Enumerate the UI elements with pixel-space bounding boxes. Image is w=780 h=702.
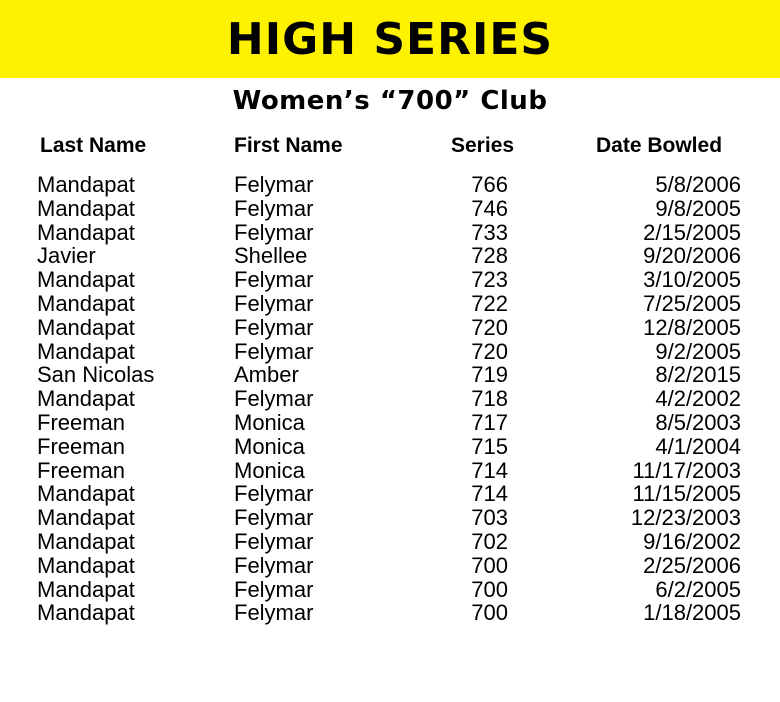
last-name-cell: Freeman (37, 409, 126, 435)
table-row (0, 530, 780, 554)
table-row (0, 411, 780, 435)
header-series: Series (451, 134, 515, 157)
date-cell: 2/25/2006 (643, 552, 741, 578)
first-name-cell: Felymar (234, 600, 314, 626)
last-name-cell: Mandapat (37, 314, 135, 340)
subtitle: Women’s “700” Club (232, 86, 548, 116)
table-row (0, 268, 780, 292)
first-name-cell: Felymar (234, 481, 314, 507)
last-name-cell: Mandapat (37, 386, 135, 412)
series-cell: 722 (471, 290, 508, 316)
date-cell: 6/2/2005 (655, 576, 741, 602)
table-row (0, 316, 780, 340)
last-name-cell: Mandapat (37, 505, 135, 531)
series-cell: 714 (471, 481, 508, 507)
date-cell: 8/5/2003 (655, 409, 741, 435)
date-cell: 2/15/2005 (643, 219, 741, 245)
table-row (0, 221, 780, 245)
last-name-cell: Freeman (37, 457, 126, 483)
series-cell: 714 (471, 457, 508, 483)
last-name-cell: Mandapat (37, 528, 135, 554)
first-name-cell: Felymar (234, 219, 314, 245)
date-cell: 4/2/2002 (655, 386, 741, 412)
date-cell: 9/16/2002 (643, 528, 741, 554)
series-cell: 733 (471, 219, 508, 245)
series-cell: 720 (471, 314, 508, 340)
first-name-cell: Felymar (234, 552, 314, 578)
date-cell: 3/10/2005 (643, 267, 741, 293)
last-name-cell: Mandapat (37, 576, 135, 602)
series-cell: 700 (471, 600, 508, 626)
series-cell: 715 (471, 433, 508, 459)
page-title: HIGH SERIES (226, 13, 554, 65)
table-row (0, 601, 780, 625)
first-name-cell: Felymar (234, 338, 314, 364)
series-cell: 700 (471, 552, 508, 578)
first-name-cell: Felymar (234, 267, 314, 293)
last-name-cell: Mandapat (37, 195, 135, 221)
date-cell: 11/15/2005 (632, 481, 741, 507)
first-name-cell: Felymar (234, 314, 314, 340)
last-name-cell: Mandapat (37, 338, 135, 364)
date-cell: 9/20/2006 (643, 243, 741, 269)
date-cell: 11/17/2003 (632, 457, 741, 483)
header-last-name: Last Name (40, 134, 147, 157)
last-name-cell: Mandapat (37, 481, 135, 507)
first-name-cell: Shellee (234, 243, 308, 269)
last-name-cell: Javier (37, 243, 96, 269)
series-cell: 702 (471, 528, 508, 554)
first-name-cell: Felymar (234, 576, 314, 602)
table-row (0, 292, 780, 316)
last-name-cell: Freeman (37, 433, 126, 459)
series-cell: 728 (471, 243, 508, 269)
table-row (0, 173, 780, 197)
first-name-cell: Monica (234, 457, 305, 483)
first-name-cell: Felymar (234, 528, 314, 554)
title-banner (0, 0, 780, 78)
series-cell: 718 (471, 386, 508, 412)
date-cell: 7/25/2005 (643, 290, 741, 316)
date-cell: 8/2/2015 (655, 362, 741, 388)
table-row (0, 554, 780, 578)
header-first-name: First Name (234, 134, 343, 157)
table-row (0, 506, 780, 530)
series-cell: 700 (471, 576, 508, 602)
last-name-cell: Mandapat (37, 290, 135, 316)
first-name-cell: Felymar (234, 386, 314, 412)
first-name-cell: Monica (234, 409, 305, 435)
series-cell: 717 (471, 409, 508, 435)
table-row (0, 244, 780, 268)
last-name-cell: Mandapat (37, 172, 135, 197)
series-cell: 723 (471, 267, 508, 293)
last-name-cell: San Nicolas (37, 362, 155, 388)
series-cell: 720 (471, 338, 508, 364)
records-table (0, 173, 780, 625)
date-cell: 5/8/2006 (655, 172, 741, 197)
last-name-cell: Mandapat (37, 267, 135, 293)
series-cell: 719 (471, 362, 508, 388)
first-name-cell: Felymar (234, 505, 314, 531)
date-cell: 9/2/2005 (655, 338, 741, 364)
last-name-cell: Mandapat (37, 219, 135, 245)
date-cell: 9/8/2005 (655, 195, 741, 221)
first-name-cell: Felymar (234, 172, 314, 197)
series-cell: 703 (471, 505, 508, 531)
last-name-cell: Mandapat (37, 600, 135, 626)
table-row (0, 363, 780, 387)
table-row (0, 387, 780, 411)
date-cell: 12/8/2005 (643, 314, 741, 340)
series-cell: 746 (471, 195, 508, 221)
series-cell: 766 (471, 172, 508, 197)
first-name-cell: Felymar (234, 195, 314, 221)
table-row (0, 197, 780, 221)
first-name-cell: Monica (234, 433, 305, 459)
header-date-bowled: Date Bowled (596, 134, 723, 157)
table-row (0, 459, 780, 483)
table-row (0, 340, 780, 364)
first-name-cell: Amber (234, 362, 299, 388)
table-row (0, 482, 780, 506)
table-row (0, 435, 780, 459)
date-cell: 4/1/2004 (655, 433, 741, 459)
table-row (0, 578, 780, 602)
last-name-cell: Mandapat (37, 552, 135, 578)
date-cell: 12/23/2003 (630, 505, 741, 531)
first-name-cell: Felymar (234, 290, 314, 316)
date-cell: 1/18/2005 (643, 600, 741, 626)
